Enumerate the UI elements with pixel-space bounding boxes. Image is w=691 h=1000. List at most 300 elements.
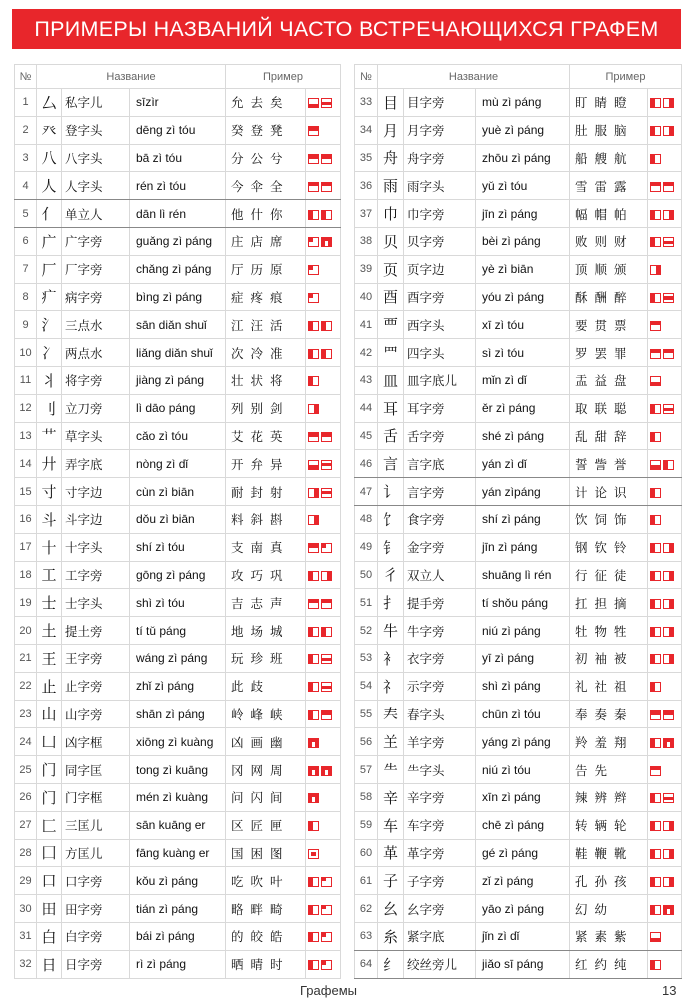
- grapheme-name: 革字旁: [404, 839, 476, 867]
- position-icons: [306, 533, 341, 561]
- example-chars: 取联聪: [570, 394, 648, 422]
- table-row: [15, 89, 341, 117]
- row-number: 23: [15, 700, 37, 728]
- grapheme: 彳: [378, 561, 404, 589]
- position-icons: [648, 505, 682, 533]
- position-top-icon: [650, 349, 661, 359]
- name-header: Название: [378, 65, 570, 89]
- position-top-icon: [308, 182, 319, 192]
- row-number: 44: [355, 394, 378, 422]
- pinyin: shí zì tóu: [130, 533, 226, 561]
- example-chars: 酥酬醉: [570, 283, 648, 311]
- position-left-icon: [650, 905, 661, 915]
- row-number: 13: [15, 422, 37, 450]
- row-number: 47: [355, 478, 378, 506]
- example-chars: 钢钦铃: [570, 533, 648, 561]
- grapheme: 言: [378, 450, 404, 478]
- example-chars: 国困图: [226, 839, 306, 867]
- example-chars: 盂益盘: [570, 366, 648, 394]
- position-left-icon: [308, 682, 319, 692]
- grapheme-name: 衣字旁: [404, 644, 476, 672]
- grapheme-name: 厂字旁: [62, 255, 130, 283]
- grapheme: 贝: [378, 227, 404, 255]
- example-chars: 奉奏秦: [570, 700, 648, 728]
- position-right-icon: [663, 98, 674, 108]
- grapheme-name: 羊字旁: [404, 728, 476, 756]
- table-row: [15, 478, 341, 506]
- pinyin: mù zì páng: [476, 89, 570, 117]
- position-icons: [306, 422, 341, 450]
- row-number: 33: [355, 89, 378, 117]
- row-number: 8: [15, 283, 37, 311]
- pinyin: bìng zì páng: [130, 283, 226, 311]
- grapheme-name: 三匡儿: [62, 811, 130, 839]
- position-icons: [648, 783, 682, 811]
- grapheme: 页: [378, 255, 404, 283]
- grapheme-name: 士字头: [62, 589, 130, 617]
- table-row: [355, 700, 682, 728]
- position-top-icon: [663, 182, 674, 192]
- position-tl-icon: [321, 905, 332, 915]
- pinyin: jiǎo sī páng: [476, 950, 570, 978]
- pinyin: tong zì kuāng: [130, 756, 226, 784]
- example-chars: 要贯票: [570, 311, 648, 339]
- grapheme: 车: [378, 811, 404, 839]
- table-row: [355, 505, 682, 533]
- grapheme: 辛: [378, 783, 404, 811]
- pinyin: chē zì páng: [476, 811, 570, 839]
- grapheme-name: 皿字底儿: [404, 366, 476, 394]
- pinyin: gé zì páng: [476, 839, 570, 867]
- position-icons: [648, 644, 682, 672]
- position-icons: [306, 200, 341, 228]
- position-right-icon: [663, 126, 674, 136]
- row-number: 22: [15, 672, 37, 700]
- example-chars: 艾花英: [226, 422, 306, 450]
- position-icons: [306, 283, 341, 311]
- position-left-icon: [308, 710, 319, 720]
- position-right-icon: [650, 265, 661, 275]
- example-chars: 顶顺颁: [570, 255, 648, 283]
- pinyin: kǒu zì páng: [130, 867, 226, 895]
- position-bot-icon: [650, 460, 661, 470]
- position-icons: [306, 950, 341, 978]
- table-row: [355, 839, 682, 867]
- grapheme: 土: [37, 617, 62, 645]
- grapheme: 饣: [378, 505, 404, 533]
- position-left-icon: [650, 571, 661, 581]
- pinyin: niú zì páng: [476, 617, 570, 645]
- grapheme: 衤: [378, 644, 404, 672]
- row-number: 58: [355, 783, 378, 811]
- grapheme-name: 提手旁: [404, 589, 476, 617]
- pinyin: mén zì kuàng: [130, 783, 226, 811]
- grapheme: 人: [37, 172, 62, 200]
- table-row: [15, 839, 341, 867]
- example-chars: 礼社祖: [570, 672, 648, 700]
- position-icons: [648, 617, 682, 645]
- example-chars: 幅帽帕: [570, 200, 648, 228]
- grapheme-name: 言字旁: [404, 478, 476, 506]
- pinyin: jīn zì páng: [476, 200, 570, 228]
- row-number: 54: [355, 672, 378, 700]
- example-chars: 羚羞翔: [570, 728, 648, 756]
- grapheme: 口: [37, 867, 62, 895]
- position-mid-icon: [321, 654, 332, 664]
- position-top-icon: [650, 182, 661, 192]
- grapheme: 王: [37, 644, 62, 672]
- position-left-icon: [308, 654, 319, 664]
- grapheme-name: 页字边: [404, 255, 476, 283]
- grapheme-name: 紧字底: [404, 922, 476, 950]
- position-icons: [306, 756, 341, 784]
- position-frame-icon: [321, 237, 332, 247]
- position-icons: [648, 533, 682, 561]
- example-chars: 盯睛瞪: [570, 89, 648, 117]
- example-chars: 厅历原: [226, 255, 306, 283]
- grapheme-name: 舟字旁: [404, 144, 476, 172]
- table-row: [15, 895, 341, 923]
- row-number: 63: [355, 922, 378, 950]
- table-row: [355, 922, 682, 950]
- grapheme: 八: [37, 144, 62, 172]
- position-mid-icon: [321, 98, 332, 108]
- grapheme-name: 白字旁: [62, 922, 130, 950]
- position-left-icon: [650, 515, 661, 525]
- position-tl-icon: [321, 543, 332, 553]
- table-row: [15, 922, 341, 950]
- position-top-icon: [321, 182, 332, 192]
- grapheme: 冫: [37, 339, 62, 367]
- grapheme-name: 弄字底: [62, 450, 130, 478]
- example-chars: 次冷准: [226, 339, 306, 367]
- grapheme-name: 门字框: [62, 783, 130, 811]
- position-icons: [648, 89, 682, 117]
- grapheme: 凵: [37, 728, 62, 756]
- table-row: [355, 478, 682, 506]
- table-row: [15, 533, 341, 561]
- table-row: [15, 144, 341, 172]
- grapheme-name: 雨字头: [404, 172, 476, 200]
- position-left-icon: [650, 488, 661, 498]
- position-top-icon: [308, 543, 319, 553]
- position-left-icon: [308, 210, 319, 220]
- position-icons: [648, 811, 682, 839]
- table-row: [355, 227, 682, 255]
- position-icons: [306, 867, 341, 895]
- grapheme: 田: [37, 895, 62, 923]
- row-number: 39: [355, 255, 378, 283]
- position-icons: [648, 144, 682, 172]
- grapheme: 𦍌: [378, 728, 404, 756]
- pinyin: sān diǎn shuǐ: [130, 311, 226, 339]
- example-chars: 罗罢罪: [570, 339, 648, 367]
- position-left-icon: [650, 654, 661, 664]
- grapheme-name: 辛字旁: [404, 783, 476, 811]
- position-icons: [648, 895, 682, 923]
- pinyin: xīn zì páng: [476, 783, 570, 811]
- row-number: 38: [355, 227, 378, 255]
- pinyin: shì zì tóu: [130, 589, 226, 617]
- table-row: [15, 283, 341, 311]
- grapheme: 氵: [37, 311, 62, 339]
- position-right-icon: [663, 877, 674, 887]
- row-number: 51: [355, 589, 378, 617]
- position-left-icon: [308, 571, 319, 581]
- grapheme-name: 食字旁: [404, 505, 476, 533]
- grapheme-name: 酉字旁: [404, 283, 476, 311]
- example-chars: 略畔畸: [226, 895, 306, 923]
- row-number: 29: [15, 867, 37, 895]
- grapheme-name: 口字旁: [62, 867, 130, 895]
- table-row: [355, 728, 682, 756]
- page-title: ПРИМЕРЫ НАЗВАНИЙ ЧАСТО ВСТРЕЧАЮЩИХСЯ ГРАФЕМ: [12, 9, 681, 49]
- grapheme-name: 工字旁: [62, 561, 130, 589]
- position-top-icon: [650, 710, 661, 720]
- pinyin: yán zì dǐ: [476, 450, 570, 478]
- position-mid-icon: [321, 460, 332, 470]
- table-row: [355, 644, 682, 672]
- position-right-icon: [663, 627, 674, 637]
- position-right-icon: [663, 210, 674, 220]
- grapheme: 癶: [37, 116, 62, 144]
- position-icons: [306, 505, 341, 533]
- position-left-icon: [308, 877, 319, 887]
- pinyin: liǎng diǎn shuǐ: [130, 339, 226, 367]
- position-icons: [648, 478, 682, 506]
- example-chars: 癸登凳: [226, 116, 306, 144]
- position-top-icon: [321, 599, 332, 609]
- position-icons: [306, 172, 341, 200]
- position-icons: [306, 561, 341, 589]
- grapheme-name: 将字旁: [62, 366, 130, 394]
- example-header: Пример: [226, 65, 341, 89]
- position-left-icon: [650, 543, 661, 553]
- position-icons: [306, 811, 341, 839]
- grapheme: 山: [37, 700, 62, 728]
- row-number: 64: [355, 950, 378, 978]
- pinyin: xiōng zì kuàng: [130, 728, 226, 756]
- grapheme: 牛: [378, 617, 404, 645]
- grapheme: 丬: [37, 366, 62, 394]
- row-number: 21: [15, 644, 37, 672]
- position-icons: [648, 589, 682, 617]
- table-row: [15, 561, 341, 589]
- table-row: [15, 811, 341, 839]
- pinyin: dēng zì tóu: [130, 116, 226, 144]
- row-number: 36: [355, 172, 378, 200]
- grapheme: 舌: [378, 422, 404, 450]
- grapheme-name: 人字头: [62, 172, 130, 200]
- example-chars: 区匠匣: [226, 811, 306, 839]
- example-chars: 他什你: [226, 200, 306, 228]
- grapheme-name: 凶字框: [62, 728, 130, 756]
- pinyin: lì dāo páng: [130, 394, 226, 422]
- table-row: [355, 450, 682, 478]
- row-number: 30: [15, 895, 37, 923]
- row-number: 18: [15, 561, 37, 589]
- pinyin: jiàng zì páng: [130, 366, 226, 394]
- grapheme: 钅: [378, 533, 404, 561]
- table-row: [355, 283, 682, 311]
- example-chars: 初袖被: [570, 644, 648, 672]
- position-icons: [648, 172, 682, 200]
- example-chars: 允去矣: [226, 89, 306, 117]
- example-chars: 紧素紫: [570, 922, 648, 950]
- position-bot-icon: [650, 376, 661, 386]
- grapheme-name: 月字旁: [404, 116, 476, 144]
- position-left-icon: [650, 293, 661, 303]
- grapheme: 舟: [378, 144, 404, 172]
- example-chars: 行征徒: [570, 561, 648, 589]
- table-row: [15, 867, 341, 895]
- position-left-icon: [650, 682, 661, 692]
- position-left-icon: [308, 932, 319, 942]
- grapheme: 白: [37, 922, 62, 950]
- position-tl-icon: [321, 960, 332, 970]
- grapheme: 罒: [378, 339, 404, 367]
- position-icons: [306, 783, 341, 811]
- table-row: [15, 589, 341, 617]
- table-row: [355, 867, 682, 895]
- position-mid-icon: [663, 293, 674, 303]
- grapheme-name: 山字旁: [62, 700, 130, 728]
- position-right-icon: [663, 821, 674, 831]
- table-row: [15, 200, 341, 228]
- row-number: 4: [15, 172, 37, 200]
- table-row: [355, 811, 682, 839]
- row-number: 53: [355, 644, 378, 672]
- position-left-icon: [321, 321, 332, 331]
- position-icons: [648, 422, 682, 450]
- grapheme: 门: [37, 756, 62, 784]
- grapheme: 十: [37, 533, 62, 561]
- table-row: [355, 756, 682, 784]
- position-left-icon: [650, 627, 661, 637]
- position-left-icon: [308, 960, 319, 970]
- position-icons: [648, 922, 682, 950]
- grapheme: 纟: [378, 950, 404, 978]
- grapheme-name: 言字底: [404, 450, 476, 478]
- position-top-icon: [650, 321, 661, 331]
- grapheme-name: 私字儿: [62, 89, 130, 117]
- table-row: [15, 617, 341, 645]
- row-number: 9: [15, 311, 37, 339]
- position-frame-icon: [663, 905, 674, 915]
- position-left-icon: [650, 126, 661, 136]
- position-mid-icon: [663, 404, 674, 414]
- example-chars: 红约纯: [570, 950, 648, 978]
- position-icons: [648, 950, 682, 978]
- row-number: 42: [355, 339, 378, 367]
- pinyin: shí zì páng: [476, 505, 570, 533]
- position-left-icon: [650, 960, 661, 970]
- row-number: 49: [355, 533, 378, 561]
- position-left-icon: [650, 432, 661, 442]
- position-top-icon: [321, 432, 332, 442]
- position-icons: [306, 700, 341, 728]
- example-chars: 孔孙孩: [570, 867, 648, 895]
- row-number: 28: [15, 839, 37, 867]
- position-top-icon: [663, 349, 674, 359]
- table-row: [15, 950, 341, 978]
- example-chars: 败则财: [570, 227, 648, 255]
- row-number: 11: [15, 366, 37, 394]
- position-top-icon: [308, 432, 319, 442]
- example-chars: 幻幼: [570, 895, 648, 923]
- grapheme-name: 十字头: [62, 533, 130, 561]
- grapheme-name: 贝字旁: [404, 227, 476, 255]
- position-icons: [648, 311, 682, 339]
- position-left-icon: [650, 210, 661, 220]
- table-row: [355, 89, 682, 117]
- table-row: [15, 450, 341, 478]
- grapheme-name: 王字旁: [62, 644, 130, 672]
- position-right-icon: [308, 488, 319, 498]
- position-icons: [648, 728, 682, 756]
- table-row: [15, 422, 341, 450]
- row-number: 10: [15, 339, 37, 367]
- grapheme: 扌: [378, 589, 404, 617]
- grapheme-name: 示字旁: [404, 672, 476, 700]
- position-icons: [306, 311, 341, 339]
- grapheme: 子: [378, 867, 404, 895]
- pinyin: shì zì páng: [476, 672, 570, 700]
- table-row: [355, 895, 682, 923]
- pinyin: sì zì tóu: [476, 339, 570, 367]
- grapheme: 亻: [37, 200, 62, 228]
- example-chars: 列别剑: [226, 394, 306, 422]
- grapheme-name: 草字头: [62, 422, 130, 450]
- row-number: 45: [355, 422, 378, 450]
- grapheme-name: 方匡儿: [62, 839, 130, 867]
- position-icons: [306, 116, 341, 144]
- pinyin: tián zì páng: [130, 895, 226, 923]
- example-chars: 凶画幽: [226, 728, 306, 756]
- example-chars: 庄店席: [226, 227, 306, 255]
- table-row: [15, 366, 341, 394]
- example-header: Пример: [570, 65, 682, 89]
- pinyin: bā zì tóu: [130, 144, 226, 172]
- pinyin: jǐn zì dǐ: [476, 922, 570, 950]
- grapheme-name: 巾字旁: [404, 200, 476, 228]
- grapheme-name: 牛字旁: [404, 617, 476, 645]
- position-left-icon: [650, 821, 661, 831]
- page-number: 13: [662, 983, 677, 998]
- row-number: 12: [15, 394, 37, 422]
- position-icons: [306, 144, 341, 172]
- row-number: 27: [15, 811, 37, 839]
- position-right-icon: [308, 515, 319, 525]
- row-number: 43: [355, 366, 378, 394]
- row-number: 1: [15, 89, 37, 117]
- example-chars: 冈网周: [226, 756, 306, 784]
- position-top-icon: [650, 766, 661, 776]
- grapheme: 疒: [37, 283, 62, 311]
- position-left-icon: [650, 599, 661, 609]
- example-chars: 牡物牲: [570, 617, 648, 645]
- grapheme-name: 两点水: [62, 339, 130, 367]
- table-row: [15, 394, 341, 422]
- grapheme-name: 幺字旁: [404, 895, 476, 923]
- position-icons: [306, 227, 341, 255]
- example-chars: 辣辨辫: [570, 783, 648, 811]
- grapheme-name: 病字旁: [62, 283, 130, 311]
- position-tl-icon: [308, 265, 319, 275]
- grapheme: 月: [378, 116, 404, 144]
- table-row: [355, 172, 682, 200]
- row-number: 24: [15, 728, 37, 756]
